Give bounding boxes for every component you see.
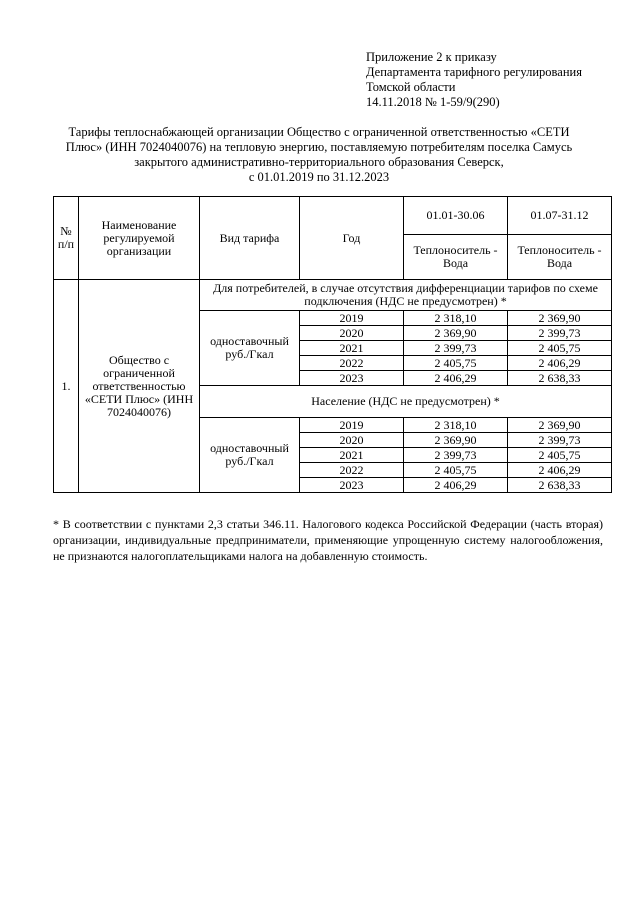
document-title	[40, 125, 598, 185]
year-cell: 2022	[300, 356, 404, 371]
tariff-type-cell: одноставочный руб./Гкал	[200, 311, 300, 386]
header-period-1: 01.01-30.06	[404, 197, 508, 235]
value-cell: 2 399,73	[508, 433, 612, 448]
header-tariff-type: Вид тарифа	[200, 197, 300, 280]
header-carrier-1: Теплоноситель - Вода	[404, 235, 508, 280]
year-cell: 2021	[300, 448, 404, 463]
appendix-header	[366, 50, 582, 110]
value-cell: 2 405,75	[404, 356, 508, 371]
value-cell: 2 405,75	[404, 463, 508, 478]
row-number: 1.	[54, 280, 79, 493]
value-cell: 2 399,73	[404, 448, 508, 463]
title-line: Тарифы теплоснабжающей организации Общество с ограниченной ответственностью «СЕТИ	[68, 125, 570, 139]
year-cell: 2019	[300, 418, 404, 433]
value-cell: 2 369,90	[508, 418, 612, 433]
value-cell: 2 406,29	[508, 356, 612, 371]
year-cell: 2023	[300, 478, 404, 493]
section-heading: Население (НДС не предусмотрен) *	[200, 386, 612, 418]
value-cell: 2 638,33	[508, 371, 612, 386]
appendix-line: Приложение 2 к приказу	[366, 50, 497, 64]
year-cell: 2020	[300, 326, 404, 341]
section-heading: Для потребителей, в случае отсутствия дифференциации тарифов по схеме подключения (НДС не предусмотрен) *	[200, 280, 612, 311]
title-line: Плюс» (ИНН 7024040076) на тепловую энергию, поставляемую потребителям поселка Самусь	[65, 140, 573, 154]
title-line: с 01.01.2019 по 31.12.2023	[248, 170, 390, 184]
tariff-table	[53, 196, 612, 493]
section-heading-row	[54, 280, 612, 311]
organization-name: Общество с ограниченной ответственностью «СЕТИ Плюс» (ИНН 7024040076)	[79, 280, 200, 493]
appendix-line: 14.11.2018 № 1-59/9(290)	[366, 95, 500, 109]
header-period-2: 01.07-31.12	[508, 197, 612, 235]
footnote: * В соответствии с пунктами 2,3 статьи 346.11. Налогового кодекса Российской Федерации (часть вторая) организации, индивидуальные предприниматели, применяющие упрощенную систему налогообложения, не признаются налогоплательщиками налога на добавленную стоимость.	[53, 517, 603, 563]
title-line: закрытого административно-территориального образования Северск,	[134, 155, 504, 169]
value-cell: 2 406,29	[404, 371, 508, 386]
value-cell: 2 638,33	[508, 478, 612, 493]
appendix-line: Департамента тарифного регулирования	[366, 65, 582, 79]
appendix-line: Томской области	[366, 80, 456, 94]
value-cell: 2 369,90	[404, 326, 508, 341]
value-cell: 2 399,73	[508, 326, 612, 341]
tariff-type-cell: одноставочный руб./Гкал	[200, 418, 300, 493]
value-cell: 2 406,29	[508, 463, 612, 478]
header-year: Год	[300, 197, 404, 280]
value-cell: 2 405,75	[508, 448, 612, 463]
year-cell: 2020	[300, 433, 404, 448]
value-cell: 2 399,73	[404, 341, 508, 356]
year-cell: 2022	[300, 463, 404, 478]
header-carrier-2: Теплоноситель - Вода	[508, 235, 612, 280]
value-cell: 2 405,75	[508, 341, 612, 356]
table-header-row	[54, 197, 612, 235]
value-cell: 2 318,10	[404, 311, 508, 326]
value-cell: 2 369,90	[404, 433, 508, 448]
value-cell: 2 369,90	[508, 311, 612, 326]
year-cell: 2019	[300, 311, 404, 326]
year-cell: 2023	[300, 371, 404, 386]
header-org: Наименование регулируемой организации	[79, 197, 200, 280]
value-cell: 2 318,10	[404, 418, 508, 433]
value-cell: 2 406,29	[404, 478, 508, 493]
header-num: № п/п	[54, 197, 79, 280]
year-cell: 2021	[300, 341, 404, 356]
